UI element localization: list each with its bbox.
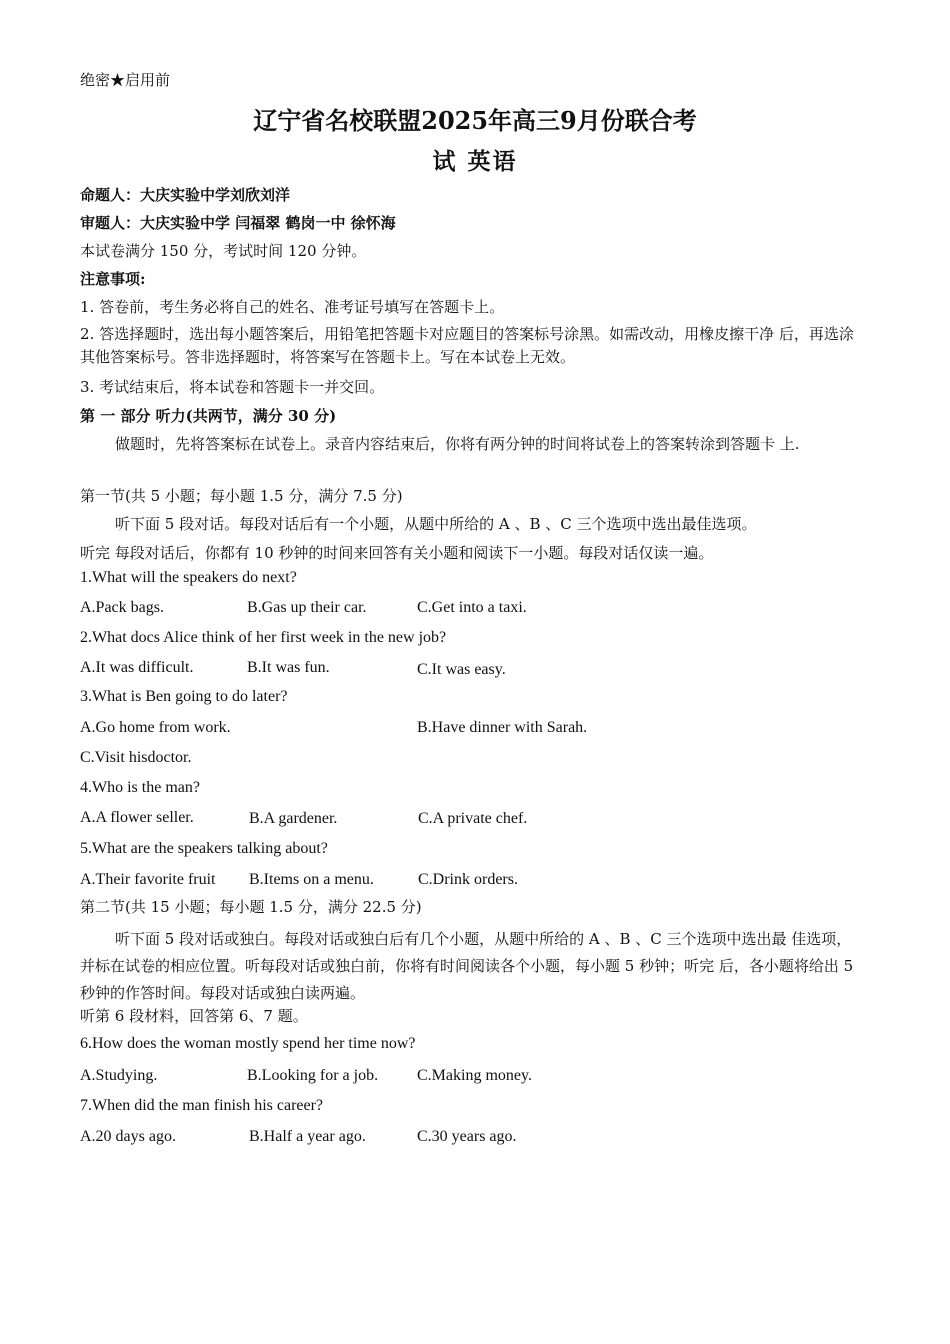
option-b: B.Gas up their car.	[247, 599, 367, 616]
notice-item-3: 3. 考试结束后，将本试卷和答题卡一并交回。	[80, 378, 385, 396]
option-a: A.Studying.	[80, 1067, 158, 1084]
material-note: 听第 6 段材料，回答第 6、7 题。	[80, 1007, 308, 1025]
option-c: C.Visit hisdoctor.	[80, 749, 192, 766]
option-a: A.A flower seller.	[80, 809, 194, 826]
section1-instruction-a: 听下面 5 段对话。每段对话后有一个小题，从题中所给的 A 、B 、C 三个选项中选出最佳选项。	[115, 515, 757, 533]
confidential-mark: 绝密★启用前	[80, 71, 171, 89]
option-c: C.It was easy.	[417, 661, 506, 678]
notice-item-2: 2. 答选择题时，选出每小题答案后，用铅笔把答题卡对应题目的答案标号涂黑。如需改动，用橡皮擦干净 后，再选涂其他答案标号。答非选择题时，将答案写在答题卡上。写在本试卷上无效。	[80, 325, 854, 366]
part1-heading: 第 一 部分 听力(共两节，满分 30 分)	[80, 407, 337, 425]
option-b: B.Looking for a job.	[247, 1067, 379, 1084]
option-b: B.Have dinner with Sarah.	[417, 719, 588, 736]
option-a: A.Pack bags.	[80, 599, 164, 616]
option-c: C.30 years ago.	[417, 1128, 517, 1145]
notice-item-1: 1. 答卷前，考生务必将自己的姓名、准考证号填写在答题卡上。	[80, 298, 505, 316]
question-stem: 6.How does the woman mostly spend her time now?	[80, 1035, 416, 1052]
option-c: C.A private chef.	[418, 810, 528, 827]
question-stem: 2.What docs Alice think of her first week in the new job?	[80, 629, 447, 646]
notice-heading: 注意事项:	[80, 270, 146, 288]
option-b: B.Items on a menu.	[249, 871, 374, 888]
section1-instruction-b: 听完 每段对话后，你都有 10 秒钟的时间来回答有关小题和阅读下一小题。每段对话仅读一遍。	[80, 544, 714, 562]
option-c: C.Get into a taxi.	[417, 599, 527, 616]
option-b: B.Half a year ago.	[249, 1128, 366, 1145]
question-stem: 4.Who is the man?	[80, 779, 200, 796]
option-a: A.Go home from work.	[80, 719, 231, 736]
section1-heading: 第一节(共 5 小题；每小题 1.5 分，满分 7.5 分)	[80, 487, 403, 505]
question-stem: 1.What will the speakers do next?	[80, 569, 297, 586]
score-time-line: 本试卷满分 150 分，考试时间 120 分钟。	[80, 242, 367, 260]
part1-instruction: 做题时，先将答案标在试卷上。录音内容结束后，你将有两分钟的时间将试卷上的答案转涂到答题卡 上.	[115, 435, 800, 453]
section2-heading: 第二节(共 15 小题；每小题 1.5 分，满分 22.5 分)	[80, 898, 422, 916]
author-line: 命题人：大庆实验中学刘欣刘洋	[80, 186, 291, 204]
exam-title: 辽宁省名校联盟2025年高三9月份联合考	[253, 106, 697, 135]
option-b: B.It was fun.	[247, 659, 330, 676]
question-stem: 3.What is Ben going to do later?	[80, 688, 288, 705]
option-a: A.It was difficult.	[80, 659, 194, 676]
exam-subtitle: 试 英语	[432, 148, 518, 175]
question-stem: 7.When did the man finish his career?	[80, 1097, 324, 1114]
option-c: C.Drink orders.	[418, 871, 518, 888]
option-a: A.20 days ago.	[80, 1128, 176, 1145]
option-a: A.Their favorite fruit	[80, 871, 216, 888]
section2-instruction: 听下面 5 段对话或独白。每段对话或独白后有几个小题，从题中所给的 A 、B 、C 三个选项中选出最 佳选项，并标在试卷的相应位置。听每段对话或独白前，你将有时间阅读各个小题，每小题 5 秒钟；听完 后，各小题将给出 5 秒钟的作答时间。每段对话或独白读两遍。	[80, 930, 854, 1002]
question-stem: 5.What are the speakers talking about?	[80, 840, 328, 857]
option-c: C.Making money.	[417, 1067, 532, 1084]
reviewer-line: 审题人：大庆实验中学 闫福翠 鹤岗一中 徐怀海	[80, 214, 396, 232]
option-b: B.A gardener.	[249, 810, 338, 827]
